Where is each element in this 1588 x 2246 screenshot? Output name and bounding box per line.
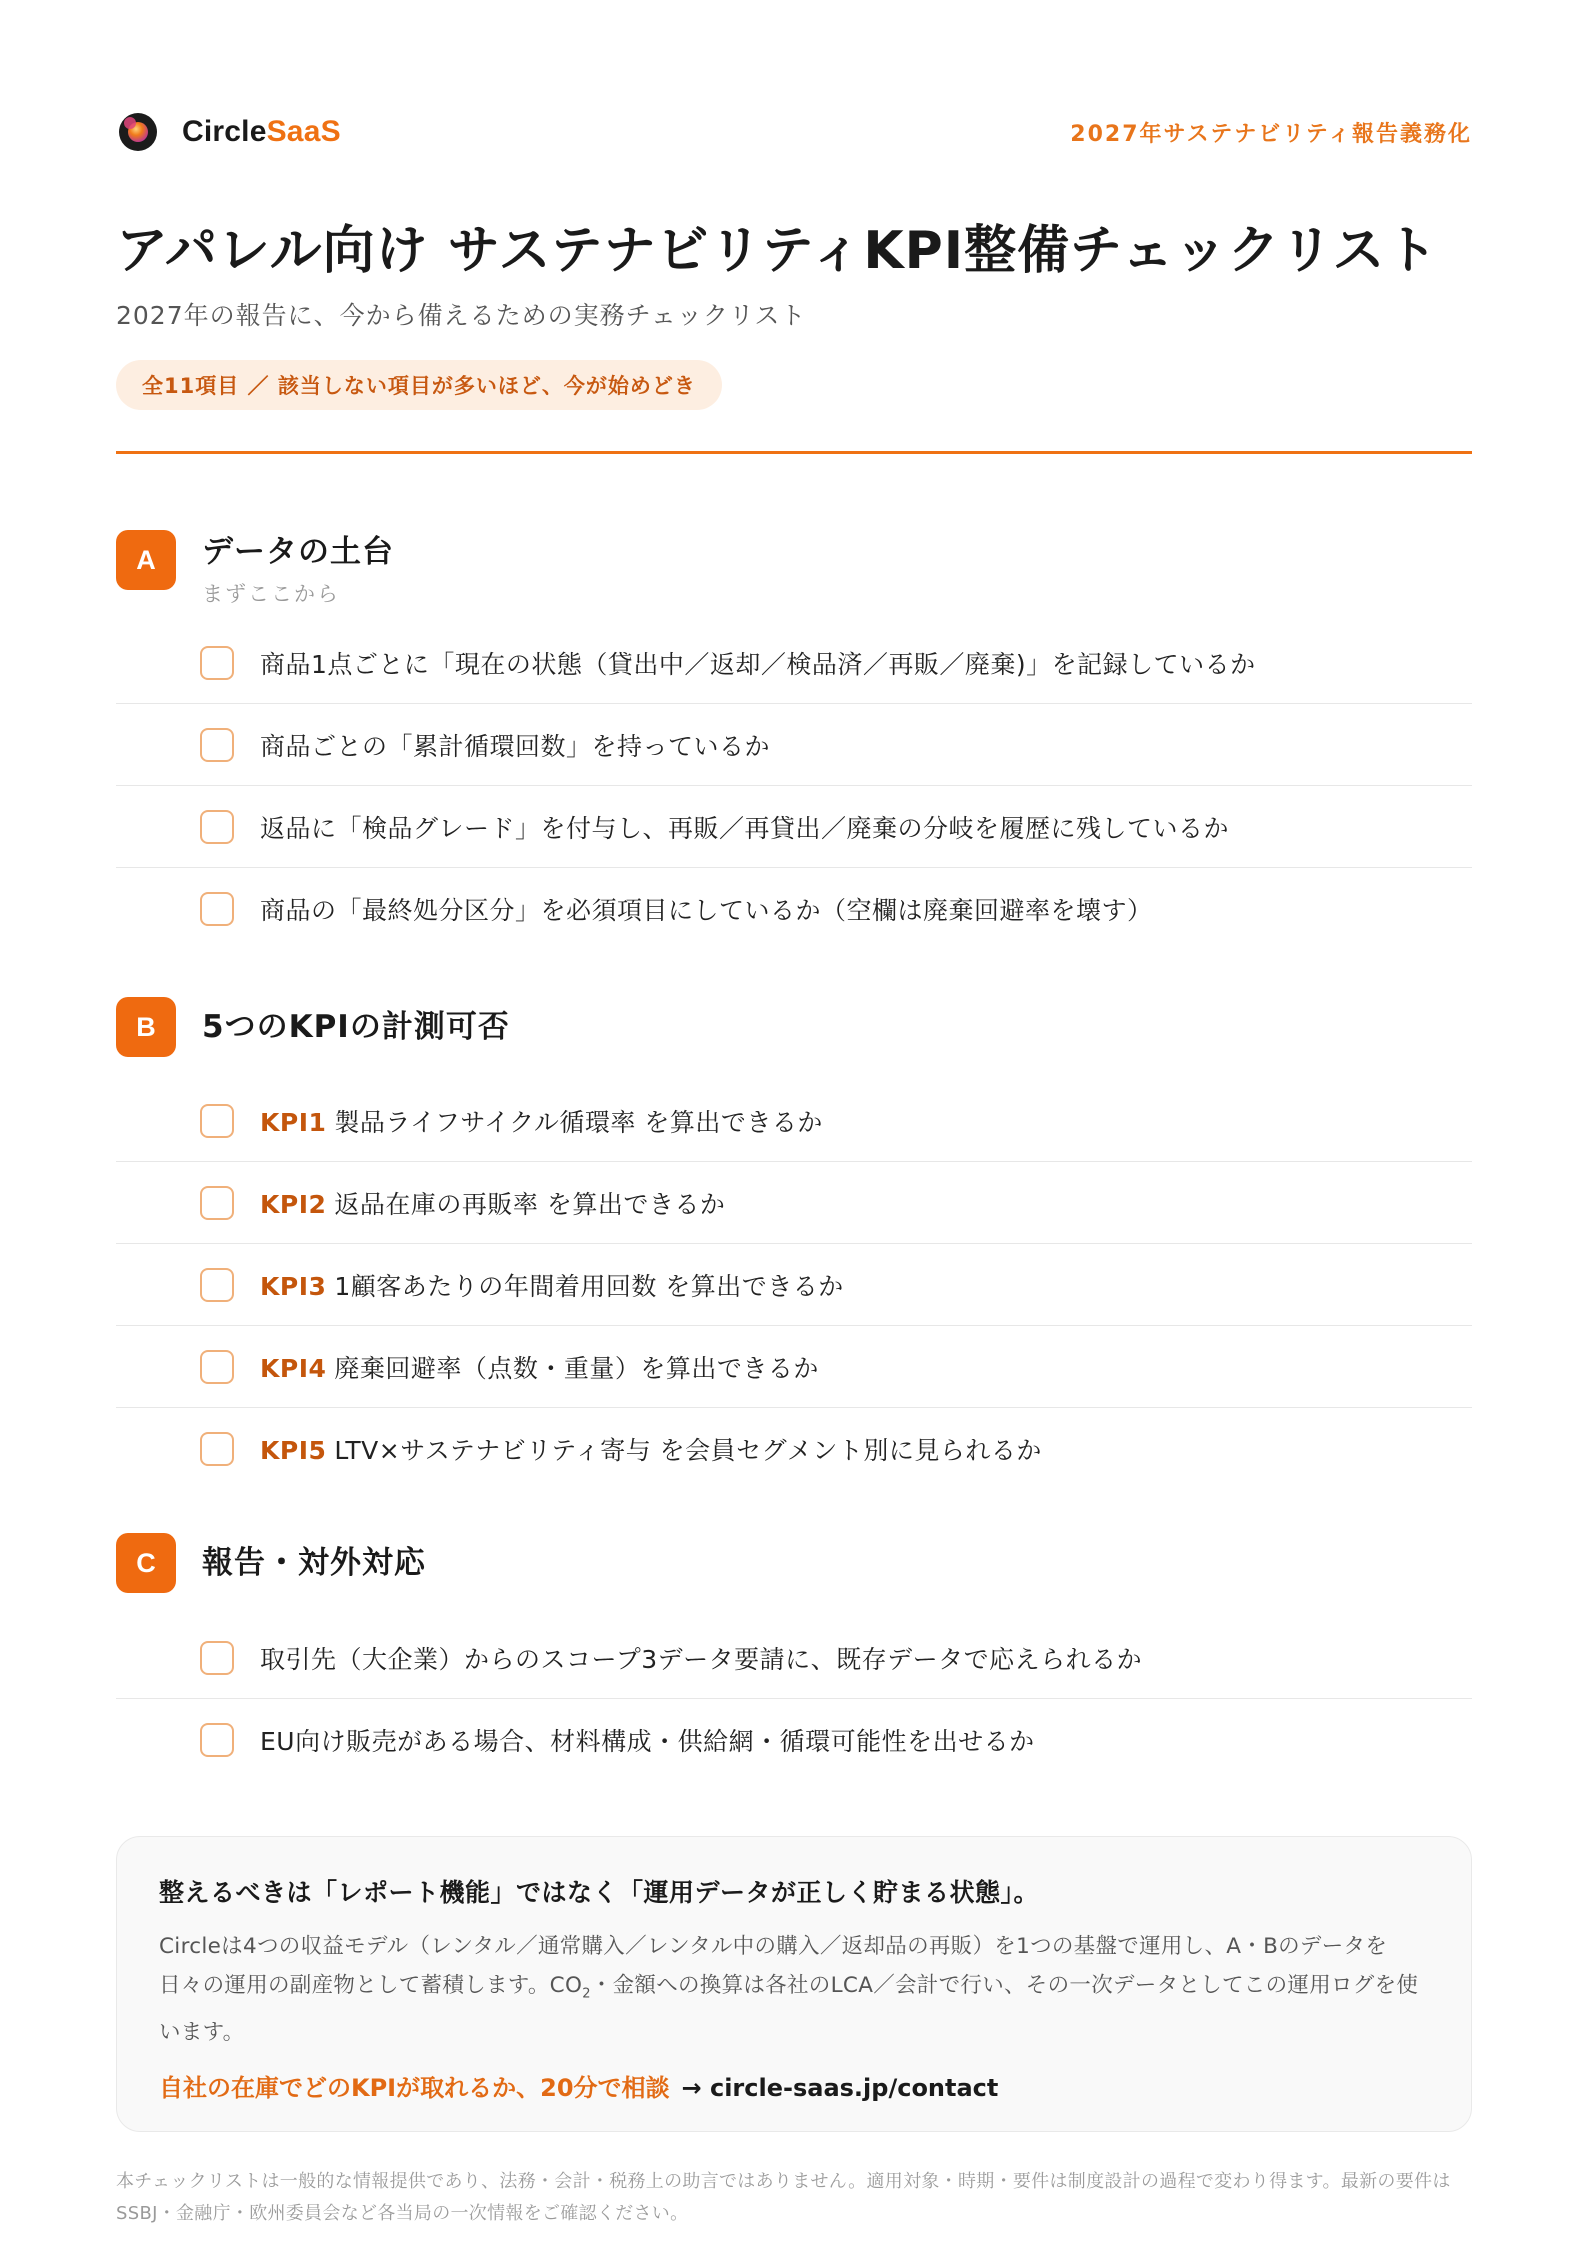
kpi-label: KPI5 (260, 1436, 327, 1465)
contact-link[interactable]: → circle-saas.jp/contact (681, 2074, 999, 2103)
section-b-header (116, 997, 510, 1057)
brand-name-part2: SaaS (266, 115, 341, 148)
section-b-badge: B (116, 997, 176, 1057)
checkbox[interactable] (200, 728, 234, 762)
checkbox[interactable] (200, 810, 234, 844)
section-b-list (116, 1080, 1472, 1490)
item-text: 商品1点ごとに「現在の状態（貸出中／返却／検品済／再販／廃棄)」を記録しているか (260, 649, 1256, 679)
checkbox[interactable] (200, 892, 234, 926)
section-a-subtitle: まずここから (202, 582, 340, 606)
section-c-list (116, 1617, 1472, 1781)
header-tag: 2027年サステナビリティ報告義務化 (1070, 121, 1472, 147)
checkbox[interactable] (200, 1350, 234, 1384)
checklist-item[interactable] (116, 1080, 1472, 1162)
section-a-list (116, 622, 1472, 950)
cta-text: 自社の在庫でどのKPIが取れるか、20分で相談 (159, 2074, 670, 2103)
item-text: 製品ライフサイクル循環率 を算出できるか (334, 1107, 823, 1137)
item-text: LTV×サステナビリティ寄与 を会員セグメント別に見られるか (334, 1436, 1042, 1465)
brand-name-part1: Circle (182, 115, 267, 148)
section-c-header (116, 1533, 426, 1593)
kpi-label: KPI2 (260, 1189, 327, 1219)
section-a-header (116, 530, 394, 608)
info-box (116, 1836, 1472, 2132)
item-text: EU向け販売がある場合、材料構成・供給網・循環可能性を出せるか (260, 1727, 1035, 1756)
checkbox[interactable] (200, 646, 234, 680)
section-c-title: 報告・対外対応 (202, 1545, 426, 1581)
co2-subscript: 2 (582, 1986, 591, 2002)
disclaimer-footer: 本チェックリストは一般的な情報提供であり、法務・会計・税務上の助言ではありません。適用対象・時期・要件は制度設計の過程で変わり得ます。最新の要件はSSBJ・金融庁・欧州委員会など各当局の一次情報をご確認ください。 (116, 2171, 1451, 2224)
checklist-item[interactable] (116, 1408, 1472, 1490)
item-text: 返品在庫の再販率 を算出できるか (334, 1189, 726, 1219)
item-text: 廃棄回避率（点数・重量）を算出できるか (334, 1353, 819, 1383)
header-bar (116, 108, 1472, 156)
checkbox[interactable] (200, 1268, 234, 1302)
item-text: 商品ごとの「累計循環回数」を持っているか (260, 731, 771, 761)
checklist-item[interactable] (116, 1617, 1472, 1699)
item-text: 商品の「最終処分区分」を必須項目にしているか（空欄は廃棄回避率を壊す） (260, 896, 1153, 925)
info-box-title: 整えるべきは「レポート機能」ではなく「運用データが正しく貯まる状態」。 (159, 1878, 1040, 1907)
brand-name (182, 115, 341, 149)
section-a-title: データの土台 (202, 534, 394, 570)
checkbox[interactable] (200, 1432, 234, 1466)
header-divider (116, 451, 1472, 454)
checklist-item[interactable] (116, 1699, 1472, 1781)
circle-logo-icon (116, 110, 160, 154)
checklist-item[interactable] (116, 622, 1472, 704)
checklist-item[interactable] (116, 1244, 1472, 1326)
summary-pill: 全11項目 ／ 該当しない項目が多いほど、今が始めどき (116, 360, 722, 410)
checkbox[interactable] (200, 1641, 234, 1675)
checkbox[interactable] (200, 1104, 234, 1138)
kpi-label: KPI3 (260, 1271, 327, 1301)
info-body-text-2: ・金額への換算は各社のLCA／会計で行い、その一次データとしてこの運用ログを使います。 (159, 1973, 1419, 2046)
checkbox[interactable] (200, 1723, 234, 1757)
kpi-label: KPI4 (260, 1353, 327, 1383)
section-c-badge: C (116, 1533, 176, 1593)
kpi-label: KPI1 (260, 1107, 327, 1137)
checklist-item[interactable] (116, 786, 1472, 868)
page-title: アパレル向け サステナビリティKPI整備チェックリスト (116, 221, 1439, 281)
item-text: 返品に「検品グレード」を付与し、再販／再貸出／廃棄の分岐を履歴に残しているか (260, 813, 1230, 843)
checkbox[interactable] (200, 1186, 234, 1220)
checklist-item[interactable] (116, 1326, 1472, 1408)
checklist-item[interactable] (116, 868, 1472, 950)
info-body-text-1: Circleは4つの収益モデル（レンタル／通常購入／レンタル中の購入／返却品の再販）を1つの基盤で運用し、A・Bのデータを日々の運用の副産物として蓄積します。CO (159, 1934, 1388, 1998)
brand (116, 110, 341, 154)
info-box-body (159, 1927, 1429, 2052)
checklist-item[interactable] (116, 704, 1472, 786)
section-b-title: 5つのKPIの計測可否 (202, 1009, 510, 1045)
page-subtitle: 2027年の報告に、今から備えるための実務チェックリスト (116, 301, 807, 330)
item-text: 1顧客あたりの年間着用回数 を算出できるか (334, 1271, 844, 1301)
item-text: 取引先（大企業）からのスコープ3データ要請に、既存データで応えられるか (260, 1644, 1143, 1674)
checklist-item[interactable] (116, 1162, 1472, 1244)
section-a-badge: A (116, 530, 176, 590)
cta-line (159, 2068, 1429, 2103)
